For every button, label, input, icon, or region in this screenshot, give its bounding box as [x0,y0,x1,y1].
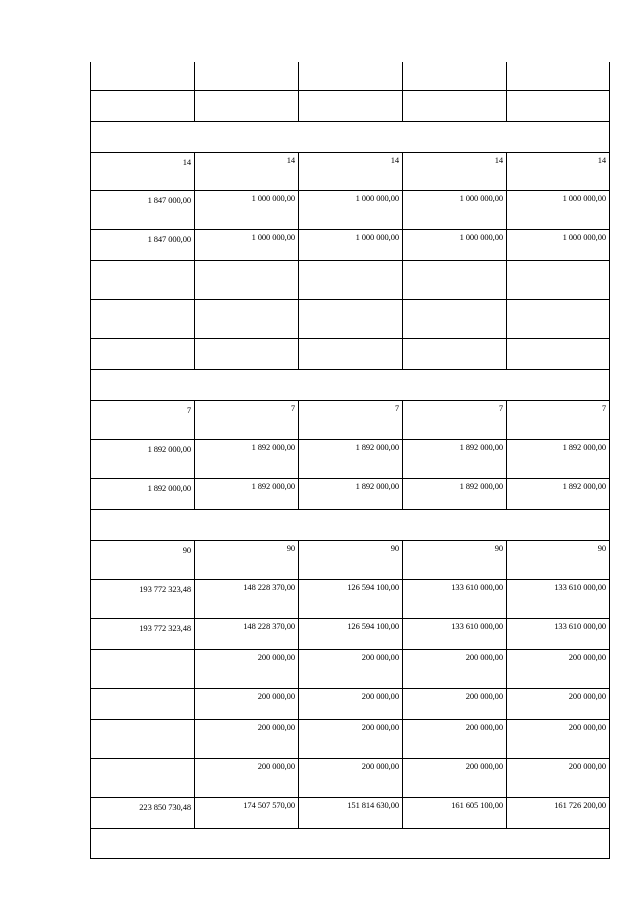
table-cell: 1 847 000,00 [90,191,194,229]
table-cell: 174 507 570,00 [194,798,298,828]
table-cell: 200 000,00 [298,759,402,797]
table-cell [402,91,506,121]
table-cell: 90 [90,541,194,579]
table-cell: 200 000,00 [298,720,402,758]
table-cell: 1 892 000,00 [298,440,402,478]
table-cell: 200 000,00 [402,759,506,797]
section-row [90,510,610,541]
table-cell [90,62,194,90]
table-cell [194,261,298,299]
table-row [90,798,610,829]
table-cell: 148 228 370,00 [194,619,298,649]
table-cell: 126 594 100,00 [298,580,402,618]
table-row [90,580,610,619]
table-cell: 200 000,00 [298,650,402,688]
table-cell: 200 000,00 [506,689,610,719]
section-row [90,829,610,859]
table-cell: 1 000 000,00 [298,191,402,229]
table-cell: 126 594 100,00 [298,619,402,649]
table-cell: 200 000,00 [506,759,610,797]
table-row [90,650,610,689]
table-row [90,619,610,650]
table-cell [90,759,194,797]
table-cell [194,91,298,121]
table-cell [402,300,506,338]
table-cell: 7 [506,401,610,439]
table-cell [194,300,298,338]
table-row [90,759,610,798]
table-cell [90,91,194,121]
table-cell: 14 [402,153,506,190]
table-cell [506,261,610,299]
table-cell: 193 772 323,48 [90,619,194,649]
table-cell: 14 [90,153,194,190]
table-cell: 1 000 000,00 [298,230,402,260]
table-row [90,261,610,300]
table-cell: 200 000,00 [506,650,610,688]
table-cell: 151 814 630,00 [298,798,402,828]
table-cell: 14 [194,153,298,190]
table-cell: 200 000,00 [506,720,610,758]
table-row [90,720,610,759]
table-row [90,401,610,440]
table-cell: 90 [298,541,402,579]
table-cell: 161 726 200,00 [506,798,610,828]
table-cell: 7 [194,401,298,439]
table-cell: 1 000 000,00 [194,191,298,229]
section-row [90,370,610,401]
table-cell: 1 000 000,00 [506,230,610,260]
table-cell: 1 847 000,00 [90,230,194,260]
table-cell [402,62,506,90]
table-cell [506,91,610,121]
table-cell: 200 000,00 [194,650,298,688]
table-cell: 90 [506,541,610,579]
table-cell: 7 [90,401,194,439]
table-row [90,479,610,510]
table-cell: 14 [506,153,610,190]
table-cell: 133 610 000,00 [506,580,610,618]
table-cell: 1 892 000,00 [90,440,194,478]
table-cell [506,62,610,90]
table-row [90,230,610,261]
table-cell: 161 605 100,00 [402,798,506,828]
table-cell: 223 850 730,48 [90,798,194,828]
table-cell [506,300,610,338]
table-cell: 200 000,00 [402,650,506,688]
section-header-cell [90,510,610,540]
table-cell: 200 000,00 [194,689,298,719]
table-cell [90,300,194,338]
section-row [90,122,610,153]
table-cell [90,339,194,369]
table-cell [298,91,402,121]
table-row [90,541,610,580]
table-cell: 1 892 000,00 [402,440,506,478]
table-cell: 1 000 000,00 [402,191,506,229]
table-cell: 133 610 000,00 [506,619,610,649]
table-cell: 1 892 000,00 [506,479,610,509]
table-cell: 90 [194,541,298,579]
table-cell: 1 892 000,00 [506,440,610,478]
table-cell: 1 892 000,00 [402,479,506,509]
table-cell: 14 [298,153,402,190]
table-cell: 1 000 000,00 [506,191,610,229]
table-cell [298,261,402,299]
section-header-cell [90,370,610,400]
table-cell: 133 610 000,00 [402,580,506,618]
table-cell: 90 [402,541,506,579]
table-cell: 7 [298,401,402,439]
table-cell [90,689,194,719]
table-cell [90,650,194,688]
table-cell: 1 892 000,00 [194,479,298,509]
table-cell: 1 892 000,00 [298,479,402,509]
section-header-cell [90,829,610,858]
table-cell: 200 000,00 [402,689,506,719]
table-cell: 1 892 000,00 [90,479,194,509]
table-cell [402,339,506,369]
table-row [90,91,610,122]
table-cell [90,720,194,758]
table-cell: 1 000 000,00 [194,230,298,260]
table-row [90,191,610,230]
table-cell [298,339,402,369]
table-cell: 200 000,00 [194,720,298,758]
table-cell [506,339,610,369]
table-cell: 7 [402,401,506,439]
table-row [90,440,610,479]
table-row [90,62,610,91]
table-cell [298,62,402,90]
table-cell: 200 000,00 [402,720,506,758]
table-cell: 200 000,00 [298,689,402,719]
table-row [90,339,610,370]
table-cell: 200 000,00 [194,759,298,797]
table-cell [90,261,194,299]
budget-table [90,62,610,859]
table-cell: 1 892 000,00 [194,440,298,478]
table-cell: 193 772 323,48 [90,580,194,618]
table-cell [194,339,298,369]
table-cell: 148 228 370,00 [194,580,298,618]
table-row [90,153,610,191]
table-row [90,300,610,339]
table-cell [194,62,298,90]
section-header-cell [90,122,610,152]
table-row [90,689,610,720]
table-cell: 133 610 000,00 [402,619,506,649]
table-cell [402,261,506,299]
table-cell [298,300,402,338]
table-cell: 1 000 000,00 [402,230,506,260]
